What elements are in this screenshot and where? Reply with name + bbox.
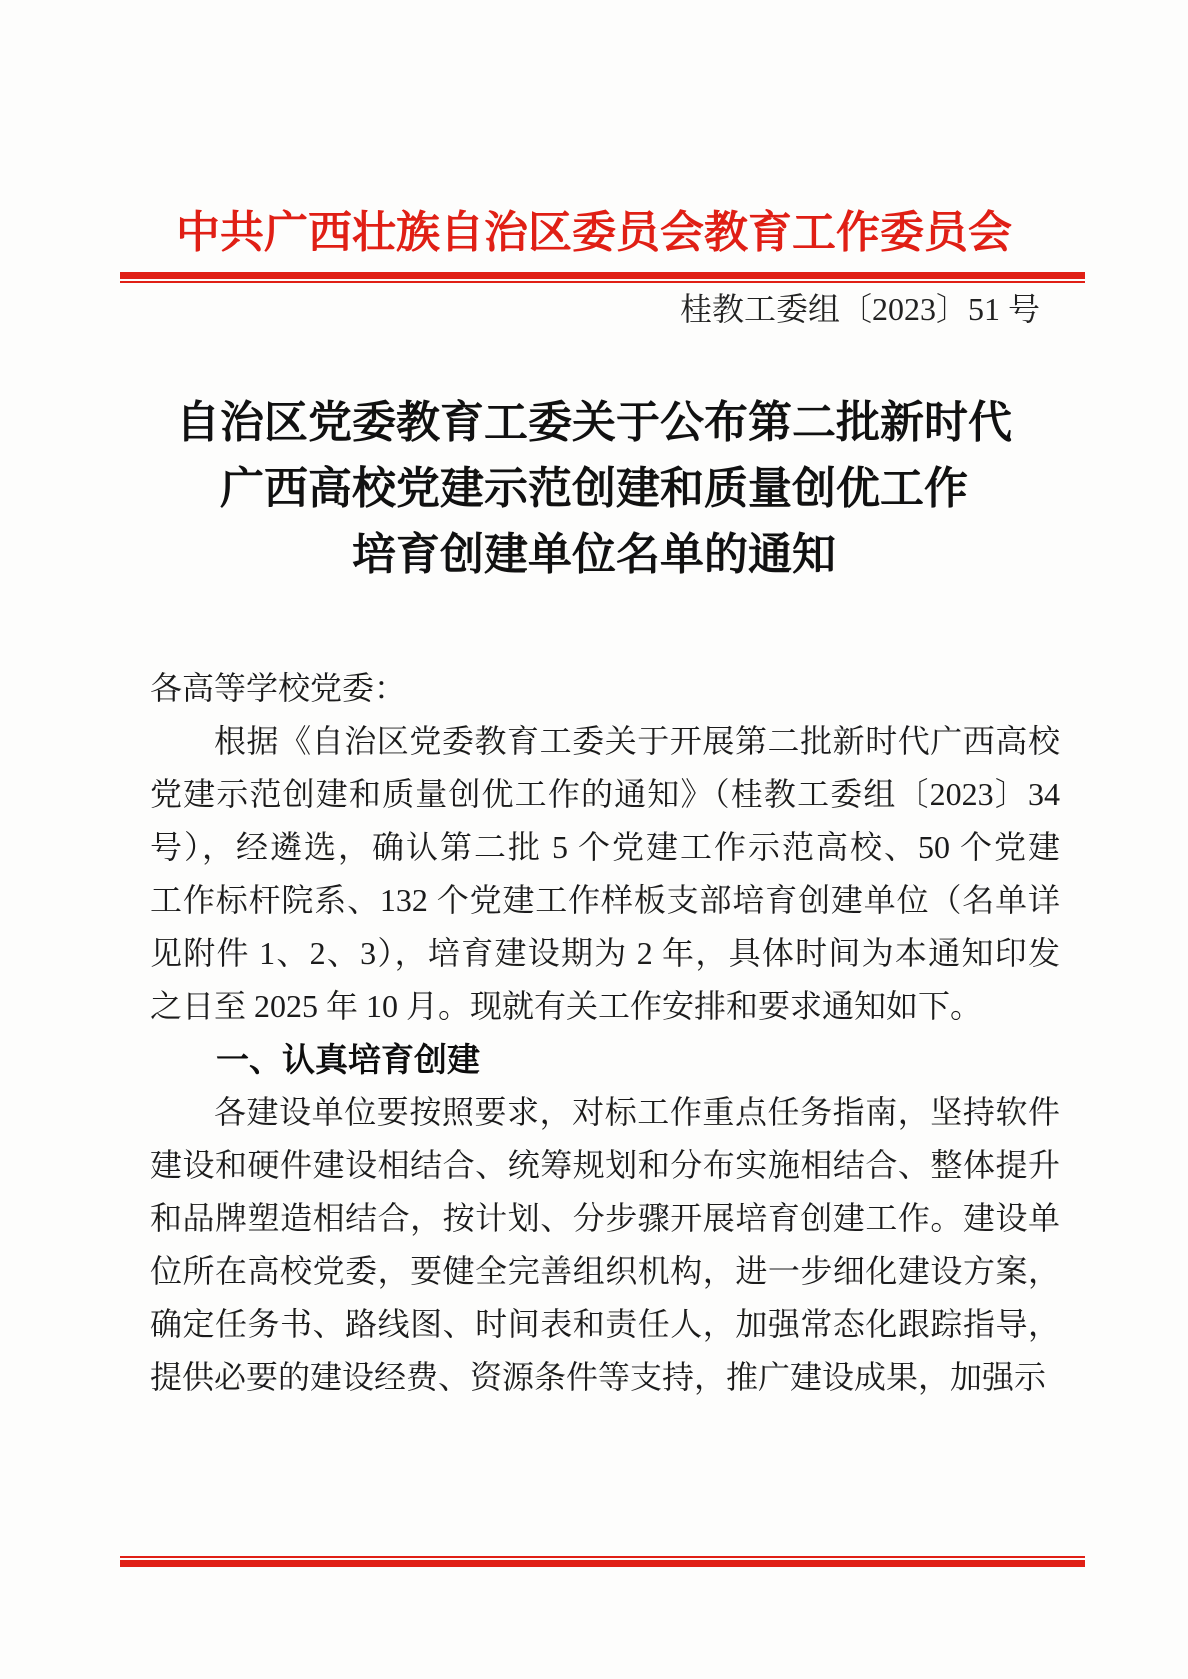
paragraph-2-line-6: 提供必要的建设经费、资源条件等支持，推广建设成果，加强示 <box>150 1359 1047 1395</box>
paragraph-1-line-4: 工作标杆院系、132 个党建工作样板支部培育创建单位（名单详 <box>150 882 1060 918</box>
letterhead-divider <box>120 272 1085 283</box>
paragraph-2-line-1: 各建设单位要按照要求，对标工作重点任务指南，坚持软件 <box>214 1094 1060 1130</box>
document-title <box>0 390 1188 588</box>
document-body <box>150 662 1060 1404</box>
paragraph-1-line-3: 号），经遴选，确认第二批 5 个党建工作示范高校、50 个党建 <box>150 829 1060 865</box>
document-title-line-1: 自治区党委教育工委关于公布第二批新时代 <box>176 398 1012 447</box>
document-title-line-2: 广西高校党建示范创建和质量创优工作 <box>220 464 968 513</box>
paragraph-2-line-4: 位所在高校党委，要健全完善组织机构，进一步细化建设方案， <box>150 1253 1060 1289</box>
paragraph-1-line-5: 见附件 1、2、3），培育建设期为 2 年，具体时间为本通知印发 <box>150 935 1060 971</box>
footer-divider <box>120 1556 1085 1567</box>
letterhead-org-name: 中共广西壮族自治区委员会教育工作委员会 <box>176 208 1012 257</box>
paragraph-2-line-2: 建设和硬件建设相结合、统筹规划和分布实施相结合、整体提升 <box>150 1147 1060 1183</box>
paragraph-1-line-1: 根据《自治区党委教育工委关于开展第二批新时代广西高校 <box>214 723 1060 759</box>
divider-thick-bar <box>120 272 1085 279</box>
document-number: 桂教工委组〔2023〕51 号 <box>679 291 1040 327</box>
paragraph-1-line-2: 党建示范创建和质量创优工作的通知》（桂教工委组〔2023〕34 <box>150 776 1060 812</box>
section-1-heading: 一、认真培育创建 <box>216 1041 480 1078</box>
paragraph-2-line-5: 确定任务书、路线图、时间表和责任人，加强常态化跟踪指导， <box>150 1306 1060 1342</box>
salutation: 各高等学校党委： <box>150 670 407 706</box>
divider-thick-bar <box>120 1560 1085 1567</box>
paragraph-2-line-3: 和品牌塑造相结合，按计划、分步骤开展培育创建工作。建设单 <box>150 1200 1060 1236</box>
paragraph-1-line-6: 之日至 2025 年 10 月。现就有关工作安排和要求通知如下。 <box>150 988 983 1024</box>
document-title-line-3: 培育创建单位名单的通知 <box>352 530 836 579</box>
divider-thin-bar <box>120 281 1085 283</box>
